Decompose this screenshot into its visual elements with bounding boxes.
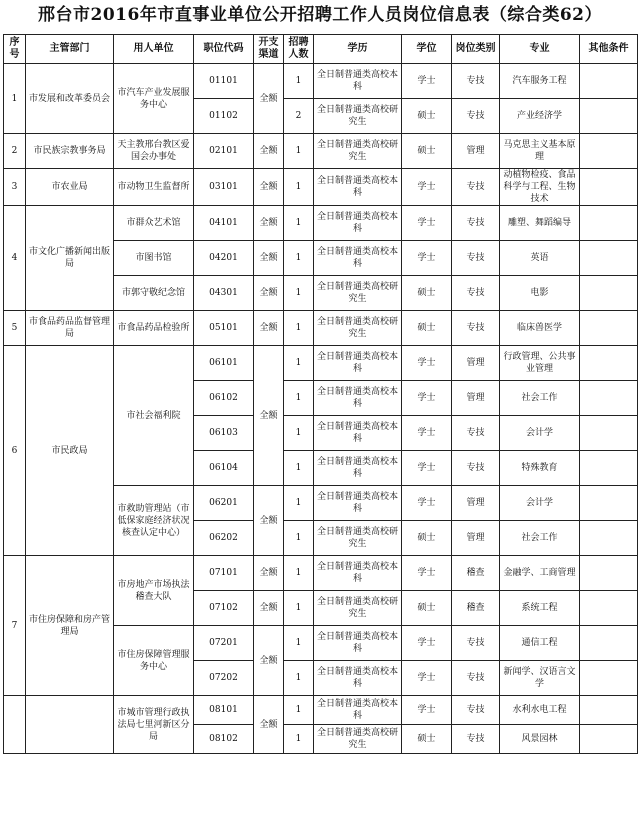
table-row (4, 346, 638, 381)
other-cell (580, 521, 638, 556)
table-row (4, 134, 638, 169)
header-degree: 学位 (402, 35, 452, 64)
table-row (4, 311, 638, 346)
edu-cell: 全日制普通类高校本科 (314, 556, 402, 591)
other-cell (580, 241, 638, 276)
major-cell: 社会工作 (500, 521, 580, 556)
channel-cell: 全额 (254, 64, 284, 134)
count-cell: 1 (284, 346, 314, 381)
code-cell: 05101 (194, 311, 254, 346)
degree-cell: 学士 (402, 206, 452, 241)
degree-cell: 学士 (402, 661, 452, 696)
type-cell: 专技 (452, 725, 500, 754)
code-cell: 07101 (194, 556, 254, 591)
channel-cell: 全额 (254, 696, 284, 754)
code-cell: 01101 (194, 64, 254, 99)
header-other: 其他条件 (580, 35, 638, 64)
unit-cell: 市房地产市场执法稽查大队 (114, 556, 194, 626)
major-cell: 行政管理、公共事业管理 (500, 346, 580, 381)
header-code: 职位代码 (194, 35, 254, 64)
code-cell: 04201 (194, 241, 254, 276)
degree-cell: 学士 (402, 381, 452, 416)
other-cell (580, 311, 638, 346)
type-cell: 管理 (452, 381, 500, 416)
channel-cell: 全额 (254, 206, 284, 241)
dept-cell: 市食品药品监督管理局 (26, 311, 114, 346)
code-cell: 06102 (194, 381, 254, 416)
major-cell: 风景园林 (500, 725, 580, 754)
other-cell (580, 134, 638, 169)
count-cell: 1 (284, 725, 314, 754)
other-cell (580, 206, 638, 241)
table-row (4, 64, 638, 99)
unit-cell: 市图书馆 (114, 241, 194, 276)
dept-cell (26, 696, 114, 754)
major-cell: 汽车服务工程 (500, 64, 580, 99)
header-type: 岗位类别 (452, 35, 500, 64)
count-cell: 1 (284, 521, 314, 556)
unit-cell: 天主教邢台教区爱国会办事处 (114, 134, 194, 169)
degree-cell: 学士 (402, 556, 452, 591)
other-cell (580, 64, 638, 99)
unit-cell: 市汽车产业发展服务中心 (114, 64, 194, 134)
unit-cell: 市动物卫生监督所 (114, 169, 194, 206)
code-cell: 01102 (194, 99, 254, 134)
degree-cell: 硕士 (402, 725, 452, 754)
count-cell: 1 (284, 276, 314, 311)
code-cell: 04101 (194, 206, 254, 241)
code-cell: 08101 (194, 696, 254, 725)
seq-cell: 5 (4, 311, 26, 346)
dept-cell: 市农业局 (26, 169, 114, 206)
count-cell: 1 (284, 486, 314, 521)
seq-cell: 7 (4, 556, 26, 696)
seq-cell (4, 696, 26, 754)
count-cell: 1 (284, 661, 314, 696)
degree-cell: 硕士 (402, 134, 452, 169)
degree-cell: 学士 (402, 241, 452, 276)
channel-cell: 全额 (254, 626, 284, 696)
type-cell: 专技 (452, 169, 500, 206)
edu-cell: 全日制普通类高校本科 (314, 346, 402, 381)
edu-cell: 全日制普通类高校本科 (314, 486, 402, 521)
code-cell: 02101 (194, 134, 254, 169)
degree-cell: 硕士 (402, 591, 452, 626)
major-cell: 金融学、工商管理 (500, 556, 580, 591)
major-cell: 特殊教育 (500, 451, 580, 486)
major-cell: 马克思主义基本原理 (500, 134, 580, 169)
edu-cell: 全日制普通类高校本科 (314, 64, 402, 99)
degree-cell: 学士 (402, 64, 452, 99)
degree-cell: 硕士 (402, 99, 452, 134)
header-unit: 用人单位 (114, 35, 194, 64)
edu-cell: 全日制普通类高校本科 (314, 626, 402, 661)
major-cell: 系统工程 (500, 591, 580, 626)
type-cell: 专技 (452, 696, 500, 725)
type-cell: 管理 (452, 134, 500, 169)
count-cell: 1 (284, 64, 314, 99)
other-cell (580, 661, 638, 696)
degree-cell: 学士 (402, 346, 452, 381)
header-count: 招聘人数 (284, 35, 314, 64)
edu-cell: 全日制普通类高校本科 (314, 241, 402, 276)
count-cell: 1 (284, 134, 314, 169)
major-cell: 产业经济学 (500, 99, 580, 134)
code-cell: 08102 (194, 725, 254, 754)
other-cell (580, 169, 638, 206)
type-cell: 专技 (452, 626, 500, 661)
degree-cell: 学士 (402, 486, 452, 521)
type-cell: 专技 (452, 241, 500, 276)
channel-cell: 全额 (254, 346, 284, 486)
degree-cell: 学士 (402, 696, 452, 725)
dept-cell: 市发展和改革委员会 (26, 64, 114, 134)
degree-cell: 学士 (402, 626, 452, 661)
count-cell: 1 (284, 241, 314, 276)
table-row (4, 206, 638, 241)
edu-cell: 全日制普通类高校研究生 (314, 591, 402, 626)
page-title: 邢台市2016年市直事业单位公开招聘工作人员岗位信息表（综合类62） (38, 5, 602, 25)
other-cell (580, 725, 638, 754)
channel-cell: 全额 (254, 311, 284, 346)
edu-cell: 全日制普通类高校研究生 (314, 276, 402, 311)
header-major: 专业 (500, 35, 580, 64)
other-cell (580, 626, 638, 661)
count-cell: 1 (284, 556, 314, 591)
major-cell: 水利水电工程 (500, 696, 580, 725)
edu-cell: 全日制普通类高校本科 (314, 169, 402, 206)
type-cell: 专技 (452, 64, 500, 99)
edu-cell: 全日制普通类高校研究生 (314, 725, 402, 754)
type-cell: 专技 (452, 661, 500, 696)
seq-cell: 1 (4, 64, 26, 134)
count-cell: 1 (284, 451, 314, 486)
table-row (4, 169, 638, 206)
channel-cell: 全额 (254, 591, 284, 626)
channel-cell: 全额 (254, 241, 284, 276)
edu-cell: 全日制普通类高校研究生 (314, 134, 402, 169)
other-cell (580, 99, 638, 134)
type-cell: 稽查 (452, 556, 500, 591)
table-row (4, 556, 638, 591)
edu-cell: 全日制普通类高校研究生 (314, 99, 402, 134)
degree-cell: 学士 (402, 451, 452, 486)
type-cell: 管理 (452, 346, 500, 381)
unit-cell: 市救助管理站（市低保家庭经济状况核查认定中心） (114, 486, 194, 556)
major-cell: 社会工作 (500, 381, 580, 416)
seq-cell: 4 (4, 206, 26, 311)
other-cell (580, 276, 638, 311)
major-cell: 会计学 (500, 486, 580, 521)
type-cell: 专技 (452, 311, 500, 346)
type-cell: 稽查 (452, 591, 500, 626)
dept-cell: 市文化广播新闻出版局 (26, 206, 114, 311)
unit-cell: 市社会福利院 (114, 346, 194, 486)
dept-cell: 市住房保障和房产管理局 (26, 556, 114, 696)
other-cell (580, 416, 638, 451)
other-cell (580, 451, 638, 486)
type-cell: 专技 (452, 99, 500, 134)
edu-cell: 全日制普通类高校本科 (314, 206, 402, 241)
code-cell: 06101 (194, 346, 254, 381)
dept-cell: 市民政局 (26, 346, 114, 556)
type-cell: 专技 (452, 206, 500, 241)
unit-cell: 市郭守敬纪念馆 (114, 276, 194, 311)
count-cell: 1 (284, 416, 314, 451)
major-cell: 通信工程 (500, 626, 580, 661)
unit-cell: 市食品药品检验所 (114, 311, 194, 346)
code-cell: 07201 (194, 626, 254, 661)
code-cell: 06104 (194, 451, 254, 486)
degree-cell: 学士 (402, 169, 452, 206)
edu-cell: 全日制普通类高校研究生 (314, 521, 402, 556)
edu-cell: 全日制普通类高校本科 (314, 451, 402, 486)
code-cell: 06201 (194, 486, 254, 521)
channel-cell: 全额 (254, 276, 284, 311)
header-row (4, 35, 638, 64)
header-dept: 主管部门 (26, 35, 114, 64)
degree-cell: 硕士 (402, 311, 452, 346)
job-table (3, 34, 638, 754)
unit-cell: 市住房保障管理服务中心 (114, 626, 194, 696)
code-cell: 07102 (194, 591, 254, 626)
edu-cell: 全日制普通类高校本科 (314, 661, 402, 696)
other-cell (580, 556, 638, 591)
major-cell: 临床兽医学 (500, 311, 580, 346)
code-cell: 07202 (194, 661, 254, 696)
header-channel: 开支渠道 (254, 35, 284, 64)
type-cell: 专技 (452, 276, 500, 311)
major-cell: 英语 (500, 241, 580, 276)
seq-cell: 2 (4, 134, 26, 169)
major-cell: 新闻学、汉语言文学 (500, 661, 580, 696)
other-cell (580, 486, 638, 521)
header-seq: 序号 (4, 35, 26, 64)
edu-cell: 全日制普通类高校本科 (314, 381, 402, 416)
seq-cell: 6 (4, 346, 26, 556)
count-cell: 1 (284, 206, 314, 241)
count-cell: 1 (284, 311, 314, 346)
unit-cell: 市群众艺术馆 (114, 206, 194, 241)
major-cell: 会计学 (500, 416, 580, 451)
type-cell: 管理 (452, 521, 500, 556)
degree-cell: 学士 (402, 416, 452, 451)
count-cell: 1 (284, 591, 314, 626)
count-cell: 1 (284, 381, 314, 416)
edu-cell: 全日制普通类高校本科 (314, 416, 402, 451)
edu-cell: 全日制普通类高校本科 (314, 696, 402, 725)
seq-cell: 3 (4, 169, 26, 206)
count-cell: 1 (284, 696, 314, 725)
code-cell: 04301 (194, 276, 254, 311)
count-cell: 1 (284, 169, 314, 206)
channel-cell: 全额 (254, 556, 284, 591)
major-cell: 雕塑、舞蹈编导 (500, 206, 580, 241)
channel-cell: 全额 (254, 134, 284, 169)
unit-cell: 市城市管理行政执法局七里河新区分局 (114, 696, 194, 754)
table-row (4, 696, 638, 725)
edu-cell: 全日制普通类高校研究生 (314, 311, 402, 346)
type-cell: 管理 (452, 486, 500, 521)
code-cell: 03101 (194, 169, 254, 206)
count-cell: 2 (284, 99, 314, 134)
channel-cell: 全额 (254, 169, 284, 206)
channel-cell: 全额 (254, 486, 284, 556)
other-cell (580, 381, 638, 416)
code-cell: 06103 (194, 416, 254, 451)
dept-cell: 市民族宗教事务局 (26, 134, 114, 169)
header-edu: 学历 (314, 35, 402, 64)
code-cell: 06202 (194, 521, 254, 556)
degree-cell: 硕士 (402, 276, 452, 311)
count-cell: 1 (284, 626, 314, 661)
major-cell: 动植物检疫、食品科学与工程、生物技术 (500, 169, 580, 206)
other-cell (580, 696, 638, 725)
other-cell (580, 346, 638, 381)
degree-cell: 硕士 (402, 521, 452, 556)
type-cell: 专技 (452, 451, 500, 486)
type-cell: 专技 (452, 416, 500, 451)
other-cell (580, 591, 638, 626)
major-cell: 电影 (500, 276, 580, 311)
